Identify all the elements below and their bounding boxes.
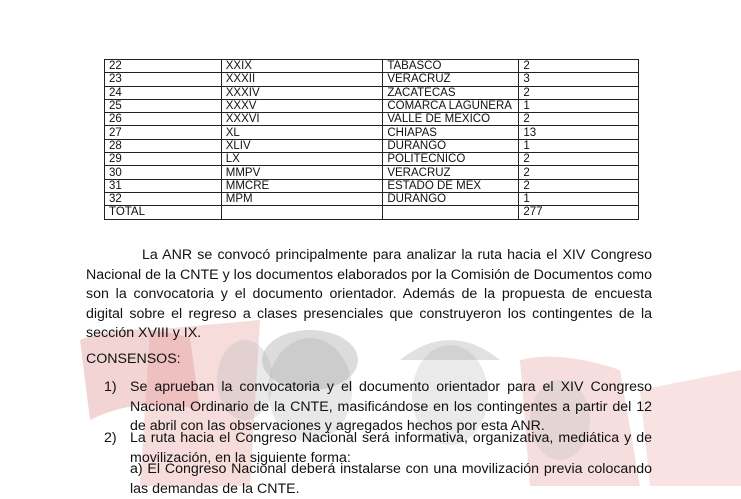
consensus-item-1 <box>104 378 652 437</box>
section-code: MMCRE <box>221 179 383 192</box>
state-name: TABASCO <box>383 60 519 73</box>
delegate-count: 2 <box>519 179 639 192</box>
row-number: 23 <box>105 73 222 86</box>
row-number: 32 <box>105 192 222 205</box>
delegate-count: 2 <box>519 113 639 126</box>
table-row <box>105 179 639 192</box>
delegate-count: 3 <box>519 73 639 86</box>
row-number: 29 <box>105 153 222 166</box>
state-name: ESTADO DE MEX <box>383 179 519 192</box>
total-empty-cell <box>383 206 519 219</box>
total-label: TOTAL <box>105 206 222 219</box>
row-number: 24 <box>105 86 222 99</box>
total-empty-cell <box>221 206 383 219</box>
table-body <box>105 60 639 220</box>
table-row <box>105 126 639 139</box>
state-name: POLITECNICO <box>383 153 519 166</box>
table-row <box>105 166 639 179</box>
section-code: XXIX <box>221 60 383 73</box>
delegate-count: 1 <box>519 192 639 205</box>
row-number: 27 <box>105 126 222 139</box>
table-row <box>105 139 639 152</box>
delegate-count: 2 <box>519 60 639 73</box>
row-number: 22 <box>105 60 222 73</box>
delegates-table <box>104 59 639 220</box>
row-number: 26 <box>105 113 222 126</box>
sub-item-a: a) El Congreso Nacional deberá instalarse con una movilización previa colocando las demandas de la CNTE. <box>130 461 652 497</box>
section-code: XXXV <box>221 99 383 112</box>
table-row <box>105 153 639 166</box>
table-row <box>105 86 639 99</box>
delegate-count: 2 <box>519 86 639 99</box>
table-row <box>105 192 639 205</box>
state-name: VERACRUZ <box>383 166 519 179</box>
item-text: La ruta hacia el Congreso Nacional será informativa, organizativa, mediática y de movilización, en la siguiente forma: <box>130 430 652 466</box>
table-total-row <box>105 206 639 219</box>
intro-paragraph <box>86 246 652 344</box>
state-name: COMARCA LAGUNERA <box>383 99 519 112</box>
section-code: XXXIV <box>221 86 383 99</box>
delegate-count: 13 <box>519 126 639 139</box>
item-number: 1) <box>104 379 117 395</box>
state-name: VERACRUZ <box>383 73 519 86</box>
total-value: 277 <box>519 206 639 219</box>
item-text: Se aprueban la convocatoria y el documento orientador para el XIV Congreso Nacional Ordinario de la CNTE, masificándose en los contingentes a partir del 12 de abril con las observaciones y agregados hechos por esta ANR. <box>130 379 652 434</box>
section-code: MPM <box>221 192 383 205</box>
state-name: VALLE DE MEXICO <box>383 113 519 126</box>
delegate-count: 2 <box>519 153 639 166</box>
row-number: 30 <box>105 166 222 179</box>
delegate-count: 2 <box>519 166 639 179</box>
intro-paragraph-text: La ANR se convocó principalmente para analizar la ruta hacia el XIV Congreso Nacional de la CNTE y los documentos elaborados por la Comisión de Documentos como son la convocatoria y el documento orientador. Además de la propuesta de encuesta digital sobre el regreso a clases presenciales que construyeron los contingentes de la sección XVIII y IX. <box>86 247 652 341</box>
state-name: ZACATECAS <box>383 86 519 99</box>
section-code: XL <box>221 126 383 139</box>
item-number: 2) <box>104 430 117 446</box>
row-number: 25 <box>105 99 222 112</box>
section-code: LX <box>221 153 383 166</box>
table-row <box>105 113 639 126</box>
table-row <box>105 73 639 86</box>
row-number: 31 <box>105 179 222 192</box>
state-name: DURANGO <box>383 139 519 152</box>
state-name: CHIAPAS <box>383 126 519 139</box>
section-code: XLIV <box>221 139 383 152</box>
delegate-count: 1 <box>519 99 639 112</box>
consensos-heading: CONSENSOS: <box>86 351 181 367</box>
row-number: 28 <box>105 139 222 152</box>
delegate-count: 1 <box>519 139 639 152</box>
section-code: XXXVI <box>221 113 383 126</box>
section-code: XXXII <box>221 73 383 86</box>
section-code: MMPV <box>221 166 383 179</box>
table-row <box>105 60 639 73</box>
state-name: DURANGO <box>383 192 519 205</box>
table-row <box>105 99 639 112</box>
